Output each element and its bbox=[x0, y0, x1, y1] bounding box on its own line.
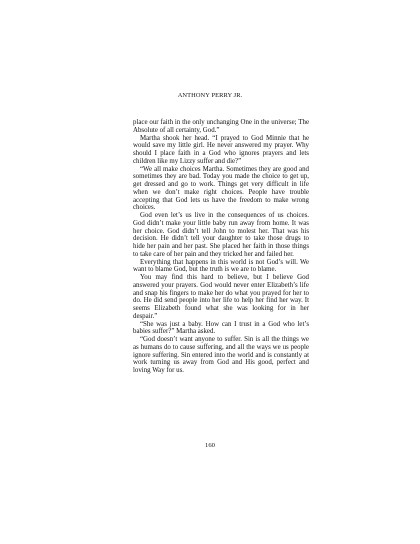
paragraph: “She was just a baby. How can I trust in a God who let’s babies suffer?” Martha asked. bbox=[133, 320, 309, 336]
running-head: ANTHONY PERRY JR. bbox=[177, 92, 243, 99]
body-text bbox=[133, 119, 309, 375]
paragraph: Everything that happens in this world is not God’s will. We want to blame God, but the truth is we are to blame. bbox=[133, 258, 309, 274]
paragraph: You may find this hard to believe, but I believe God answered your prayers. God would never enter Elizabeth’s life and snap his fingers to make her do what you prayed for her to do. He did send people into her life to help her find her way. It seems Elizabeth found what she was looking for in her despair.” bbox=[133, 274, 309, 320]
paragraph: “We all make choices Martha. Sometimes they are good and sometimes they are bad. Today you made the choice to get up, get dressed and go to work. Things get very difficult in life when we don’t make right choices. People have trouble accepting that God lets us have the freedom to make wrong choices. bbox=[133, 165, 309, 212]
page-number: 160 bbox=[205, 442, 215, 449]
paragraph: Martha shook her head. “I prayed to God Minnie that he would save my little girl. He never answered my prayer. Why should I place faith in a God who ignores prayers and lets children like my Lizzy suffer and die?” bbox=[133, 134, 309, 165]
paragraph: “God doesn’t want anyone to suffer. Sin is all the things we as humans do to cause suffering, and all the ways we us people ignore suffering. Sin entered into the world and is constantly at work turning us away from God and His good, perfect and loving Way for us. bbox=[133, 336, 309, 374]
paragraph: place our faith in the only unchanging One in the universe; The Absolute of all certainty, God.” bbox=[133, 119, 309, 134]
paragraph: God even let’s us live in the consequences of us choices. God didn’t make your little baby run away from home. It was her choice. God didn’t tell John to molest her. That was his decision. He didn’t tell your daughter to take those drugs to hide her pain and her past. She placed her faith in those things to take care of her pain and they tricked her and failed her. bbox=[133, 212, 309, 258]
